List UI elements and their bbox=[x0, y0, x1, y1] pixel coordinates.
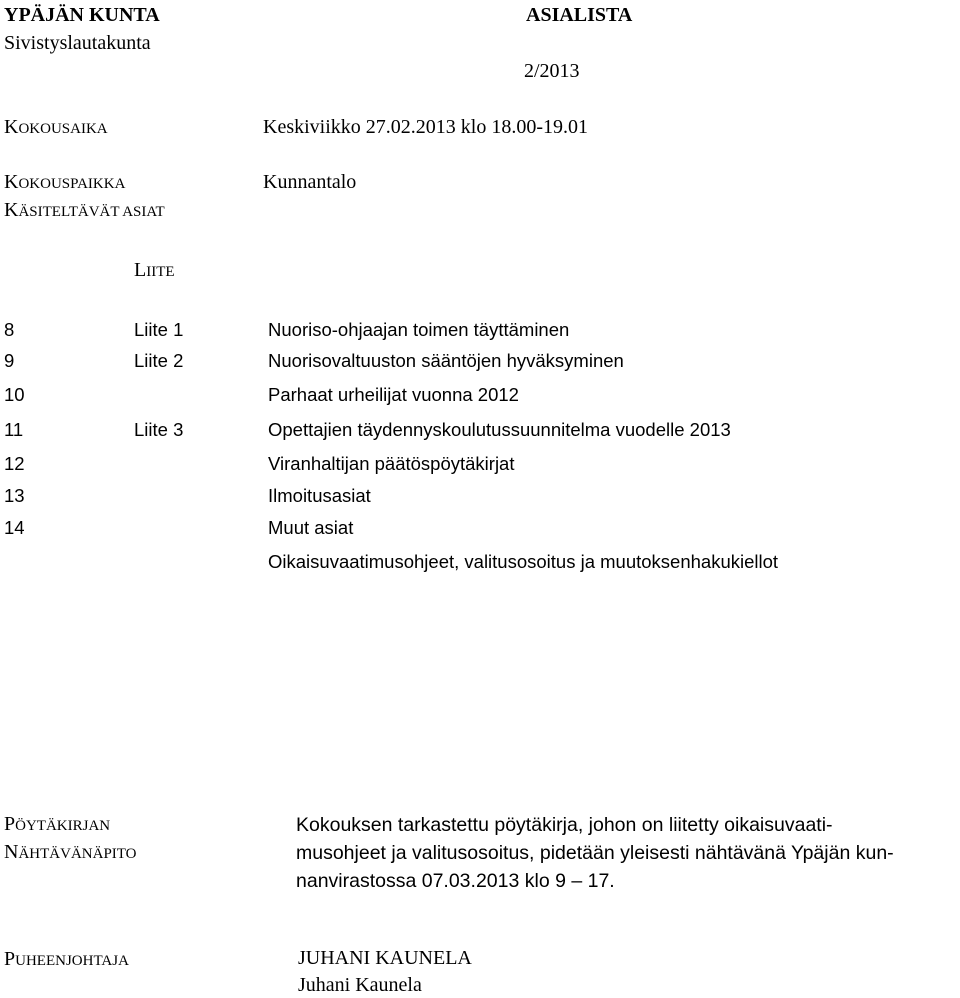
agenda-item bbox=[0, 453, 960, 487]
chair-label: PUHEENJOHTAJA bbox=[4, 948, 129, 970]
agenda-item-title: Opettajien täydennyskoulutussuunnitelma vuodelle 2013 bbox=[268, 419, 731, 440]
minutes-display-text-line1: Kokouksen tarkastettu pöytäkirja, johon on liitetty oikaisuvaati- bbox=[296, 814, 833, 836]
agenda-item bbox=[0, 517, 960, 551]
agenda-item-number: 14 bbox=[4, 517, 25, 538]
agenda-item-number: 11 bbox=[4, 419, 24, 440]
agenda-item bbox=[0, 485, 960, 519]
agenda-item-title: Parhaat urheilijat vuonna 2012 bbox=[268, 384, 519, 405]
municipality-name: YPÄJÄN KUNTA bbox=[4, 4, 160, 26]
chair-name-caps: JUHANI KAUNELA bbox=[298, 947, 472, 969]
document-type: ASIALISTA bbox=[526, 4, 633, 26]
minutes-display-label-line2: NÄHTÄVÄNÄPITO bbox=[4, 841, 137, 863]
agenda-item-title: Viranhaltijan päätöspöytäkirjat bbox=[268, 453, 515, 474]
agenda-item-attachment: Liite 1 bbox=[134, 319, 184, 340]
agenda-item-number: 13 bbox=[4, 485, 25, 506]
matters-label: KÄSITELTÄVÄT ASIAT bbox=[4, 199, 165, 221]
agenda-item-title: Nuoriso-ohjaajan toimen täyttäminen bbox=[268, 319, 570, 340]
agenda-item-number: 12 bbox=[4, 453, 25, 474]
agenda-item-title: Muut asiat bbox=[268, 517, 354, 538]
agenda-item bbox=[0, 384, 960, 418]
agenda-item-title: Ilmoitusasiat bbox=[268, 485, 371, 506]
agenda-item-number: 10 bbox=[4, 384, 25, 405]
agenda-item-attachment: Liite 2 bbox=[134, 350, 184, 371]
meeting-place-label: KOKOUSPAIKKA bbox=[4, 171, 126, 193]
appeal-instructions-note: Oikaisuvaatimusohjeet, valitusosoitus ja muutoksenhakukiellot bbox=[268, 551, 779, 572]
minutes-display-label-line1: PÖYTÄKIRJAN bbox=[4, 813, 111, 835]
attachment-column-header: LIITE bbox=[134, 259, 175, 281]
meeting-time-label: KOKOUSAIKA bbox=[4, 116, 108, 138]
agenda-item bbox=[0, 419, 960, 453]
meeting-place-value: Kunnantalo bbox=[263, 171, 357, 193]
agenda-item-number: 8 bbox=[4, 319, 15, 340]
agenda-item-attachment: Liite 3 bbox=[134, 419, 184, 440]
board-name: Sivistyslautakunta bbox=[4, 32, 151, 54]
agenda-item bbox=[0, 350, 960, 384]
minutes-display-text-line2: musohjeet ja valitusosoitus, pidetään yleisesti nähtävänä Ypäjän kun- bbox=[296, 842, 894, 864]
meeting-time-value: Keskiviikko 27.02.2013 klo 18.00-19.01 bbox=[263, 116, 588, 138]
agenda-item-number: 9 bbox=[4, 350, 15, 371]
chair-name: Juhani Kaunela bbox=[298, 974, 422, 996]
document-number: 2/2013 bbox=[524, 60, 580, 82]
agenda-item bbox=[0, 319, 960, 353]
agenda-item-title: Nuorisovaltuuston sääntöjen hyväksyminen bbox=[268, 350, 624, 371]
minutes-display-text-line3: nanvirastossa 07.03.2013 klo 9 – 17. bbox=[296, 870, 615, 892]
